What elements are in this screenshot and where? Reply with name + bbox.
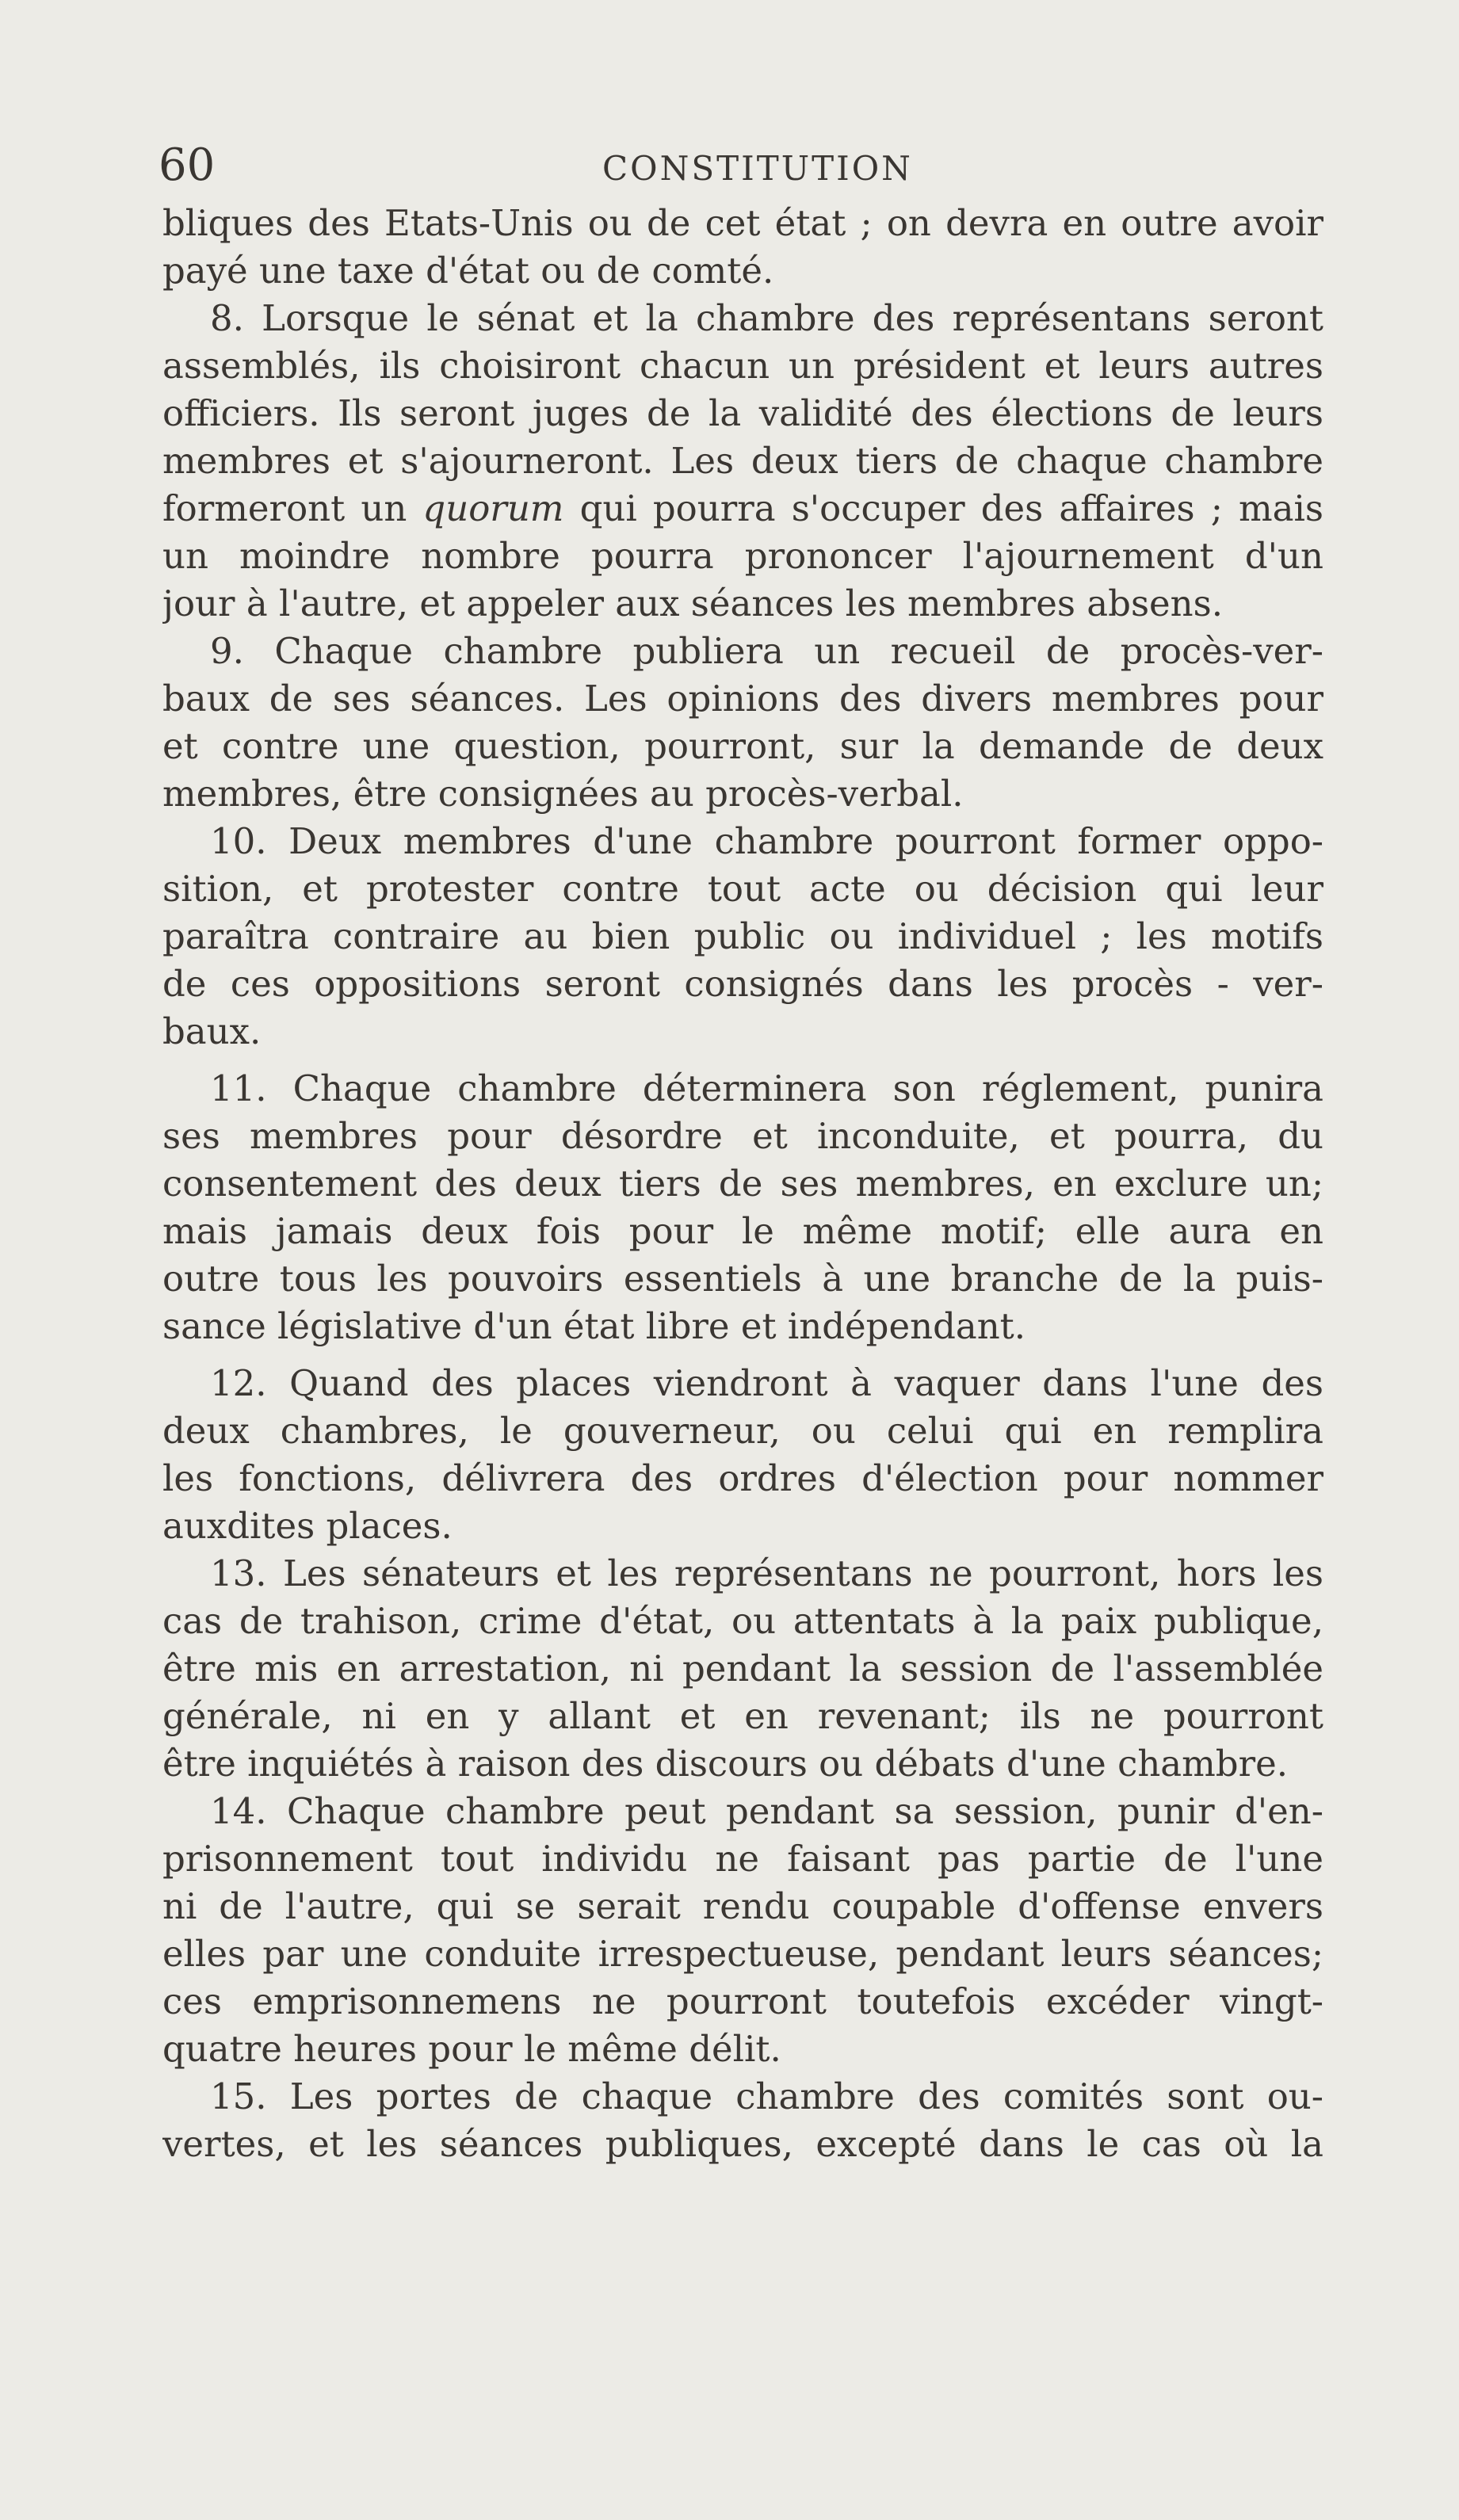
text-line: payé une taxe d'état ou de comté. bbox=[162, 250, 774, 292]
text-line: membres, être consignées au procès-verbal. bbox=[162, 773, 964, 815]
article-10 bbox=[162, 818, 1323, 1056]
page-header bbox=[0, 133, 1459, 204]
text-line: 11. Chaque chambre déterminera son réglement, punira bbox=[210, 1067, 1323, 1109]
text-line: 15. Les portes de chaque chambre des comités sont ou- bbox=[210, 2075, 1323, 2117]
body-text bbox=[162, 200, 1323, 2168]
text-line: officiers. Ils seront juges de la validité des élections de leurs bbox=[162, 392, 1323, 434]
text-line: deux chambres, le gouverneur, ou celui qui en remplira bbox=[162, 1410, 1323, 1452]
text-line: consentement des deux tiers de ses membres, en exclure un; bbox=[162, 1163, 1323, 1205]
text-run: formeront un bbox=[162, 487, 423, 529]
text-line: ses membres pour désordre et inconduite, et pourra, du bbox=[162, 1115, 1323, 1157]
text-line: bliques des Etats-Unis ou de cet état ; on devra en outre avoir bbox=[162, 202, 1323, 244]
running-head: CONSTITUTION bbox=[602, 149, 913, 188]
text-line: outre tous les pouvoirs essentiels à une branche de la puis- bbox=[162, 1258, 1323, 1300]
article-9 bbox=[162, 628, 1323, 818]
text-line: et contre une question, pourront, sur la demande de deux bbox=[162, 725, 1323, 767]
text-line: membres et s'ajourneront. Les deux tiers de chaque chambre bbox=[162, 440, 1323, 482]
text-line: baux. bbox=[162, 1010, 262, 1052]
text-line: quatre heures pour le même délit. bbox=[162, 2028, 781, 2070]
text-line: être inquiétés à raison des discours ou débats d'une chambre. bbox=[162, 1743, 1289, 1785]
text-line: assemblés, ils choisiront chacun un président et leurs autres bbox=[162, 345, 1323, 387]
text-line: paraîtra contraire au bien public ou individuel ; les motifs bbox=[162, 915, 1323, 957]
article-12 bbox=[162, 1360, 1323, 1550]
text-line: 14. Chaque chambre peut pendant sa session, punir d'en- bbox=[210, 1790, 1323, 1832]
text-line: vertes, et les séances publiques, excepté dans le cas où la bbox=[162, 2123, 1323, 2165]
text-line: 8. Lorsque le sénat et la chambre des représentans seront bbox=[210, 297, 1323, 339]
italic-term-quorum: quorum bbox=[422, 487, 564, 529]
article-14 bbox=[162, 1788, 1323, 2073]
text-line: cas de trahison, crime d'état, ou attentats à la paix publique, bbox=[162, 1600, 1323, 1642]
text-line: mais jamais deux fois pour le même motif; elle aura en bbox=[162, 1210, 1323, 1252]
text-line: les fonctions, délivrera des ordres d'élection pour nommer bbox=[162, 1457, 1323, 1499]
text-run: qui pourra s'occuper des affaires ; mais bbox=[563, 487, 1323, 529]
article-15 bbox=[162, 2073, 1323, 2168]
text-line: sition, et protester contre tout acte ou décision qui leur bbox=[162, 868, 1323, 910]
paragraph-continued bbox=[162, 200, 1323, 295]
text-line: de ces oppositions seront consignés dans les procès - ver- bbox=[162, 963, 1323, 1005]
text-line-with-italic bbox=[162, 485, 1323, 533]
article-13 bbox=[162, 1550, 1323, 1788]
text-line: être mis en arrestation, ni pendant la session de l'assemblée bbox=[162, 1648, 1323, 1690]
text-line: ces emprisonnemens ne pourront toutefois excéder vingt- bbox=[162, 1980, 1323, 2022]
text-line: ni de l'autre, qui se serait rendu coupable d'offense envers bbox=[162, 1885, 1323, 1927]
article-11 bbox=[162, 1065, 1323, 1350]
text-line: 9. Chaque chambre publiera un recueil de procès-ver- bbox=[210, 630, 1323, 672]
text-line: 10. Deux membres d'une chambre pourront former oppo- bbox=[210, 820, 1323, 862]
page-number: 60 bbox=[159, 139, 216, 191]
text-line: générale, ni en y allant et en revenant; ils ne pourront bbox=[162, 1695, 1323, 1737]
text-line: sance législative d'un état libre et indépendant. bbox=[162, 1305, 1026, 1347]
text-line: jour à l'autre, et appeler aux séances les membres absens. bbox=[162, 582, 1224, 624]
text-line: 13. Les sénateurs et les représentans ne pourront, hors les bbox=[210, 1552, 1323, 1594]
text-line: elles par une conduite irrespectueuse, pendant leurs séances; bbox=[162, 1933, 1323, 1975]
text-line: 12. Quand des places viendront à vaquer dans l'une des bbox=[210, 1362, 1323, 1404]
text-line: baux de ses séances. Les opinions des divers membres pour bbox=[162, 678, 1323, 720]
text-line: prisonnement tout individu ne faisant pas partie de l'une bbox=[162, 1838, 1323, 1880]
text-line: auxdites places. bbox=[162, 1505, 453, 1547]
text-line: un moindre nombre pourra prononcer l'ajournement d'un bbox=[162, 535, 1323, 577]
article-8 bbox=[162, 295, 1323, 628]
